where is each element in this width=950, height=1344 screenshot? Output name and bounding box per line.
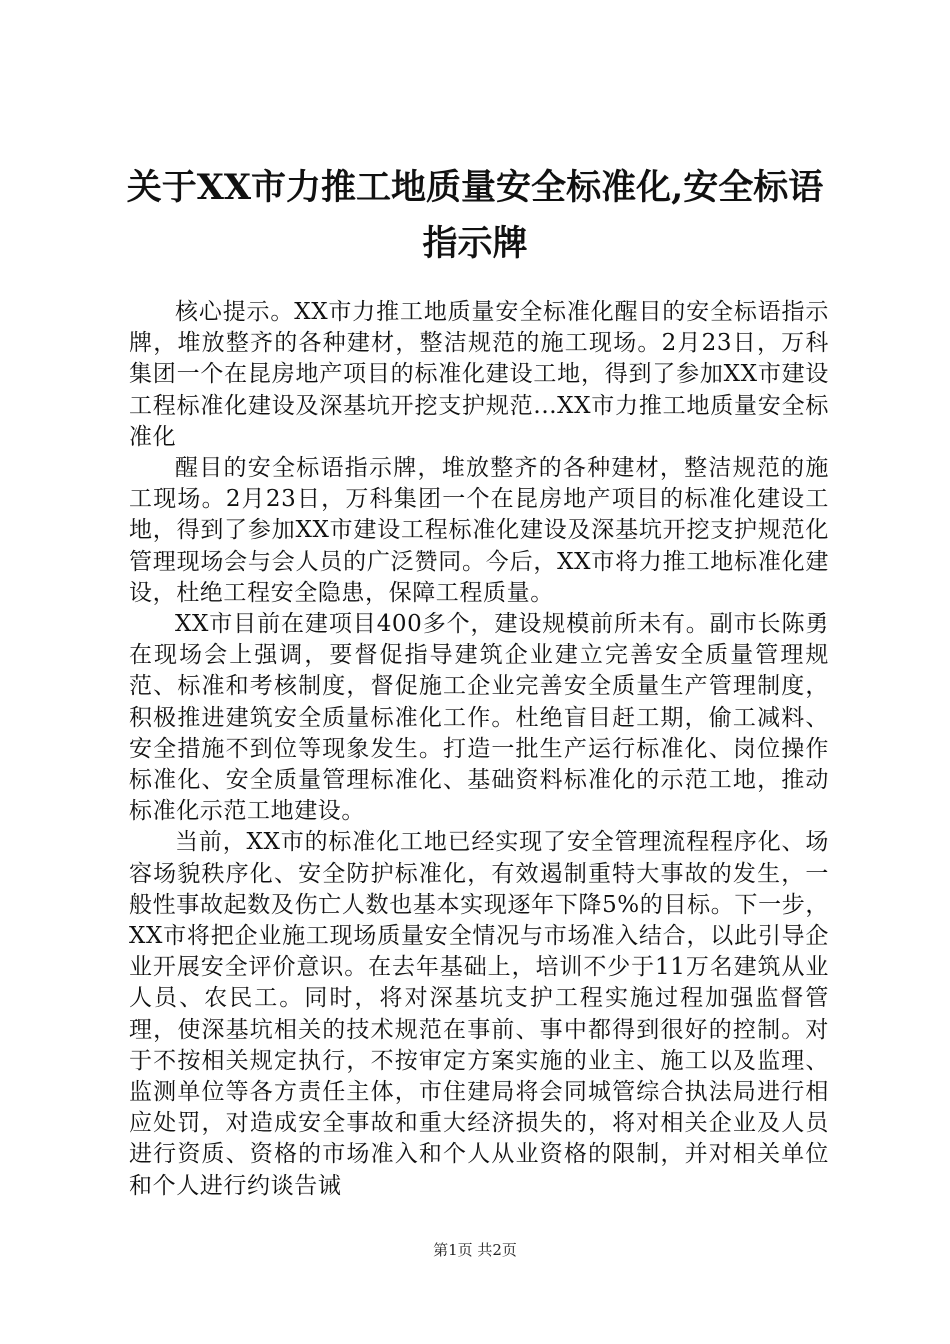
document-body [129, 297, 829, 1202]
paragraph-2: 醒目的安全标语指示牌，堆放整齐的各种建材，整洁规范的施工现场。2月23日，万科集团一个在昆房地产项目的标准化建设工地，得到了参加XX市建设工程标准化建设及深基坑开挖支护规范化管理现场会与会人员的广泛赞同。今后，XX市将力推工地标准化建设，杜绝工程安全隐患，保障工程质量。 [129, 455, 829, 606]
paragraph-1: 核心提示。XX市力推工地质量安全标准化醒目的安全标语指示牌，堆放整齐的各种建材，整洁规范的施工现场。2月23日，万科集团一个在昆房地产项目的标准化建设工地，得到了参加XX市建设工程标准化建设及深基坑开挖支护规范...XX市力推工地质量安全标准化 [129, 299, 829, 450]
paragraph-4: 当前，XX市的标准化工地已经实现了安全管理流程程序化、场容场貌秩序化、安全防护标准化，有效遏制重特大事故的发生，一般性事故起数及伤亡人数也基本实现逐年下降5%的目标。下一步，XX市将把企业施工现场质量安全情况与市场准入结合，以此引导企业开展安全评价意识。在去年基础上，培训不少于11万名建筑从业人员、农民工。同时，将对深基坑支护工程实施过程加强监督管理，使深基坑相关的技术规范在事前、事中都得到很好的控制。对于不按相关规定执行，不按审定方案实施的业主、施工以及监理、监测单位等各方责任主体，市住建局将会同城管综合执法局进行相应处罚，对造成安全事故和重大经济损失的，将对相关企业及人员进行资质、资格的市场准入和个人从业资格的限制，并对相关单位和个人进行约谈告诫 [129, 829, 829, 1199]
page-number-footer: 第1页 共2页 [433, 1241, 517, 1259]
document-title: 关于XX市力推工地质量安全标准化,安全标语指示牌 [126, 167, 824, 264]
paragraph-3: XX市目前在建项目400多个，建设规模前所未有。副市长陈勇在现场会上强调，要督促指导建筑企业建立完善安全质量管理规范、标准和考核制度，督促施工企业完善安全质量生产管理制度，积极推进建筑安全质量标准化工作。杜绝盲目赶工期，偷工减料、安全措施不到位等现象发生。打造一批生产运行标准化、岗位操作标准化、安全质量管理标准化、基础资料标准化的示范工地，推动标准化示范工地建设。 [129, 611, 829, 825]
